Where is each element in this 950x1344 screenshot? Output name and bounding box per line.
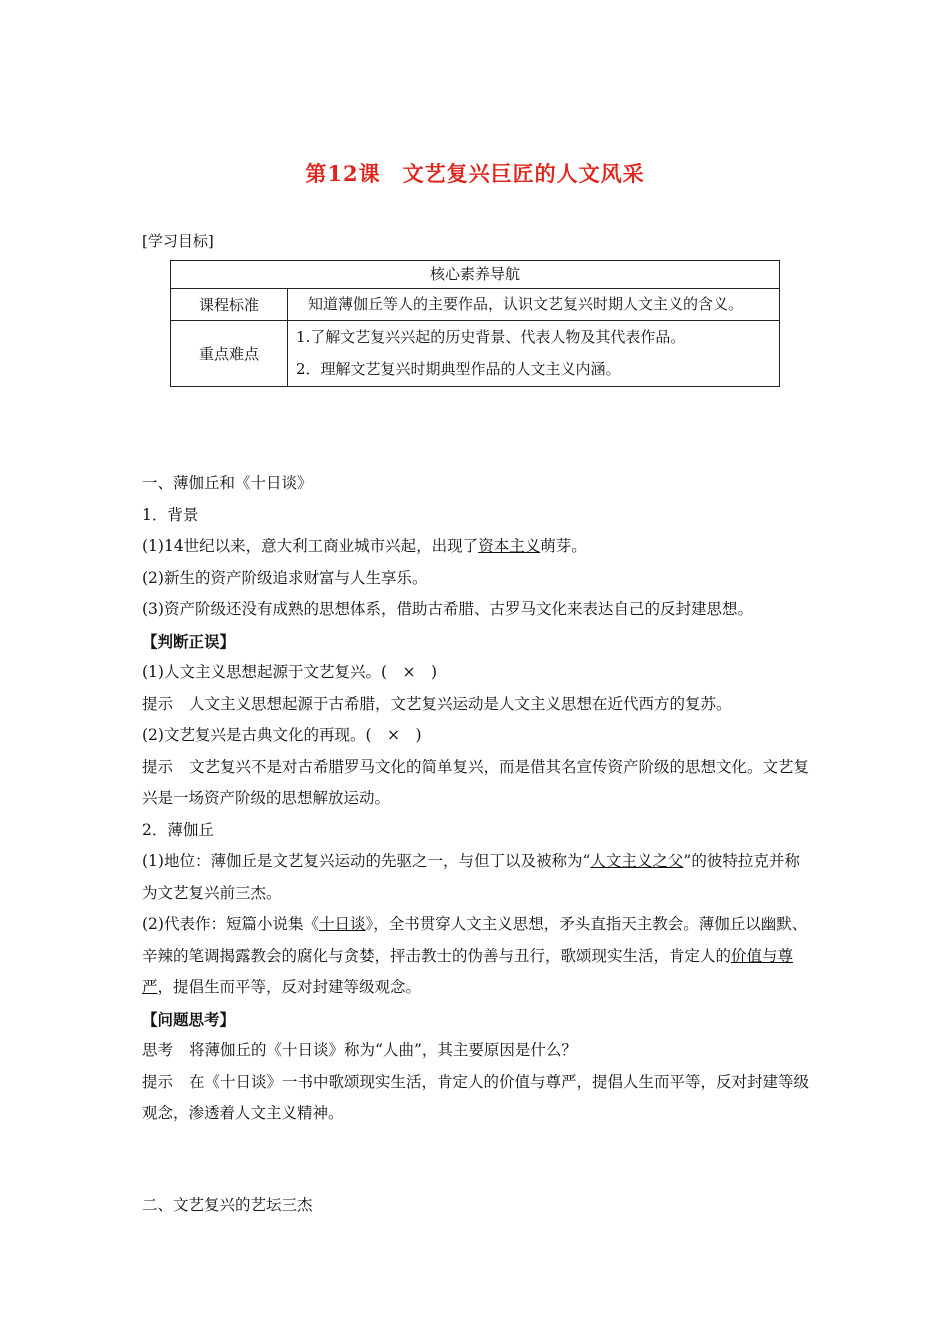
subheading: 2．薄伽丘 <box>142 820 214 839</box>
tip: 提示 在《十日谈》一书中歌颂现实生活，肯定人的价值与尊严，提倡人生而平等，反对封建等级观念，渗透着人文主义精神。 <box>142 1072 810 1122</box>
tip: 提示 文艺复兴不是对古希腊罗马文化的简单复兴，而是借其名宣传资产阶级的思想文化。文艺复兴是一场资产阶级的思想解放运动。 <box>142 757 810 807</box>
row-head: 课程标准 <box>171 289 288 321</box>
page-title: 第12课 文艺复兴巨匠的人文风采 <box>305 161 645 186</box>
paragraph: (1)地位：薄伽丘是文艺复兴运动的先驱之一，与但丁以及被称为“人文主义之父”的彼特拉克并称为文艺复兴前三杰。 <box>142 852 800 902</box>
think-question: 思考 将薄伽丘的《十日谈》称为“人曲”，其主要原因是什么？ <box>142 1041 577 1059</box>
section-1 <box>142 468 812 1130</box>
table-row <box>171 289 780 321</box>
question-heading: 【问题思考】 <box>142 1009 236 1029</box>
tip: 提示 人文主义思想起源于古希腊，文艺复兴运动是人文主义思想在近代西方的复苏。 <box>142 694 732 713</box>
question: (2)文艺复兴是古典文化的再现。( × ) <box>142 726 422 744</box>
paragraph: (2)代表作：短篇小说集《十日谈》，全书贯穿人文主义思想，矛头直指天主教会。薄伽丘以幽默、辛辣的笔调揭露教会的腐化与贪婪，抨击教士的伪善与丑行，歌颂现实生活，肯定人的价值与尊严，提倡生而平等，反对封建等级观念。 <box>142 915 808 996</box>
goals-table <box>170 260 780 387</box>
section-heading-2: 二、文艺复兴的艺坛三杰 <box>142 1196 313 1214</box>
paragraph: (1)14世纪以来，意大利工商业城市兴起，出现了资本主义萌芽。 <box>142 537 587 555</box>
paragraph: (3)资产阶级还没有成熟的思想体系，借助古希腊、古罗马文化来表达自己的反封建思想。 <box>142 600 753 618</box>
paragraph: (2)新生的资产阶级追求财富与人生享乐。 <box>142 568 428 587</box>
row-content: 1.了解文艺复兴兴起的历史背景、代表人物及其代表作品。 2．理解文艺复兴时期典型作品的人文主义内涵。 <box>288 321 780 387</box>
question: (1)人文主义思想起源于文艺复兴。( × ) <box>142 663 438 681</box>
section-heading: 一、薄伽丘和《十日谈》 <box>142 474 313 492</box>
table-header: 核心素养导航 <box>171 261 780 289</box>
subheading: 1．背景 <box>142 505 199 524</box>
table-row <box>171 321 780 387</box>
goals-label: [学习目标] <box>142 232 214 250</box>
row-content: 知道薄伽丘等人的主要作品，认识文艺复兴时期人文主义的含义。 <box>288 289 780 321</box>
row-head: 重点难点 <box>171 321 288 387</box>
judge-heading: 【判断正误】 <box>142 631 236 651</box>
